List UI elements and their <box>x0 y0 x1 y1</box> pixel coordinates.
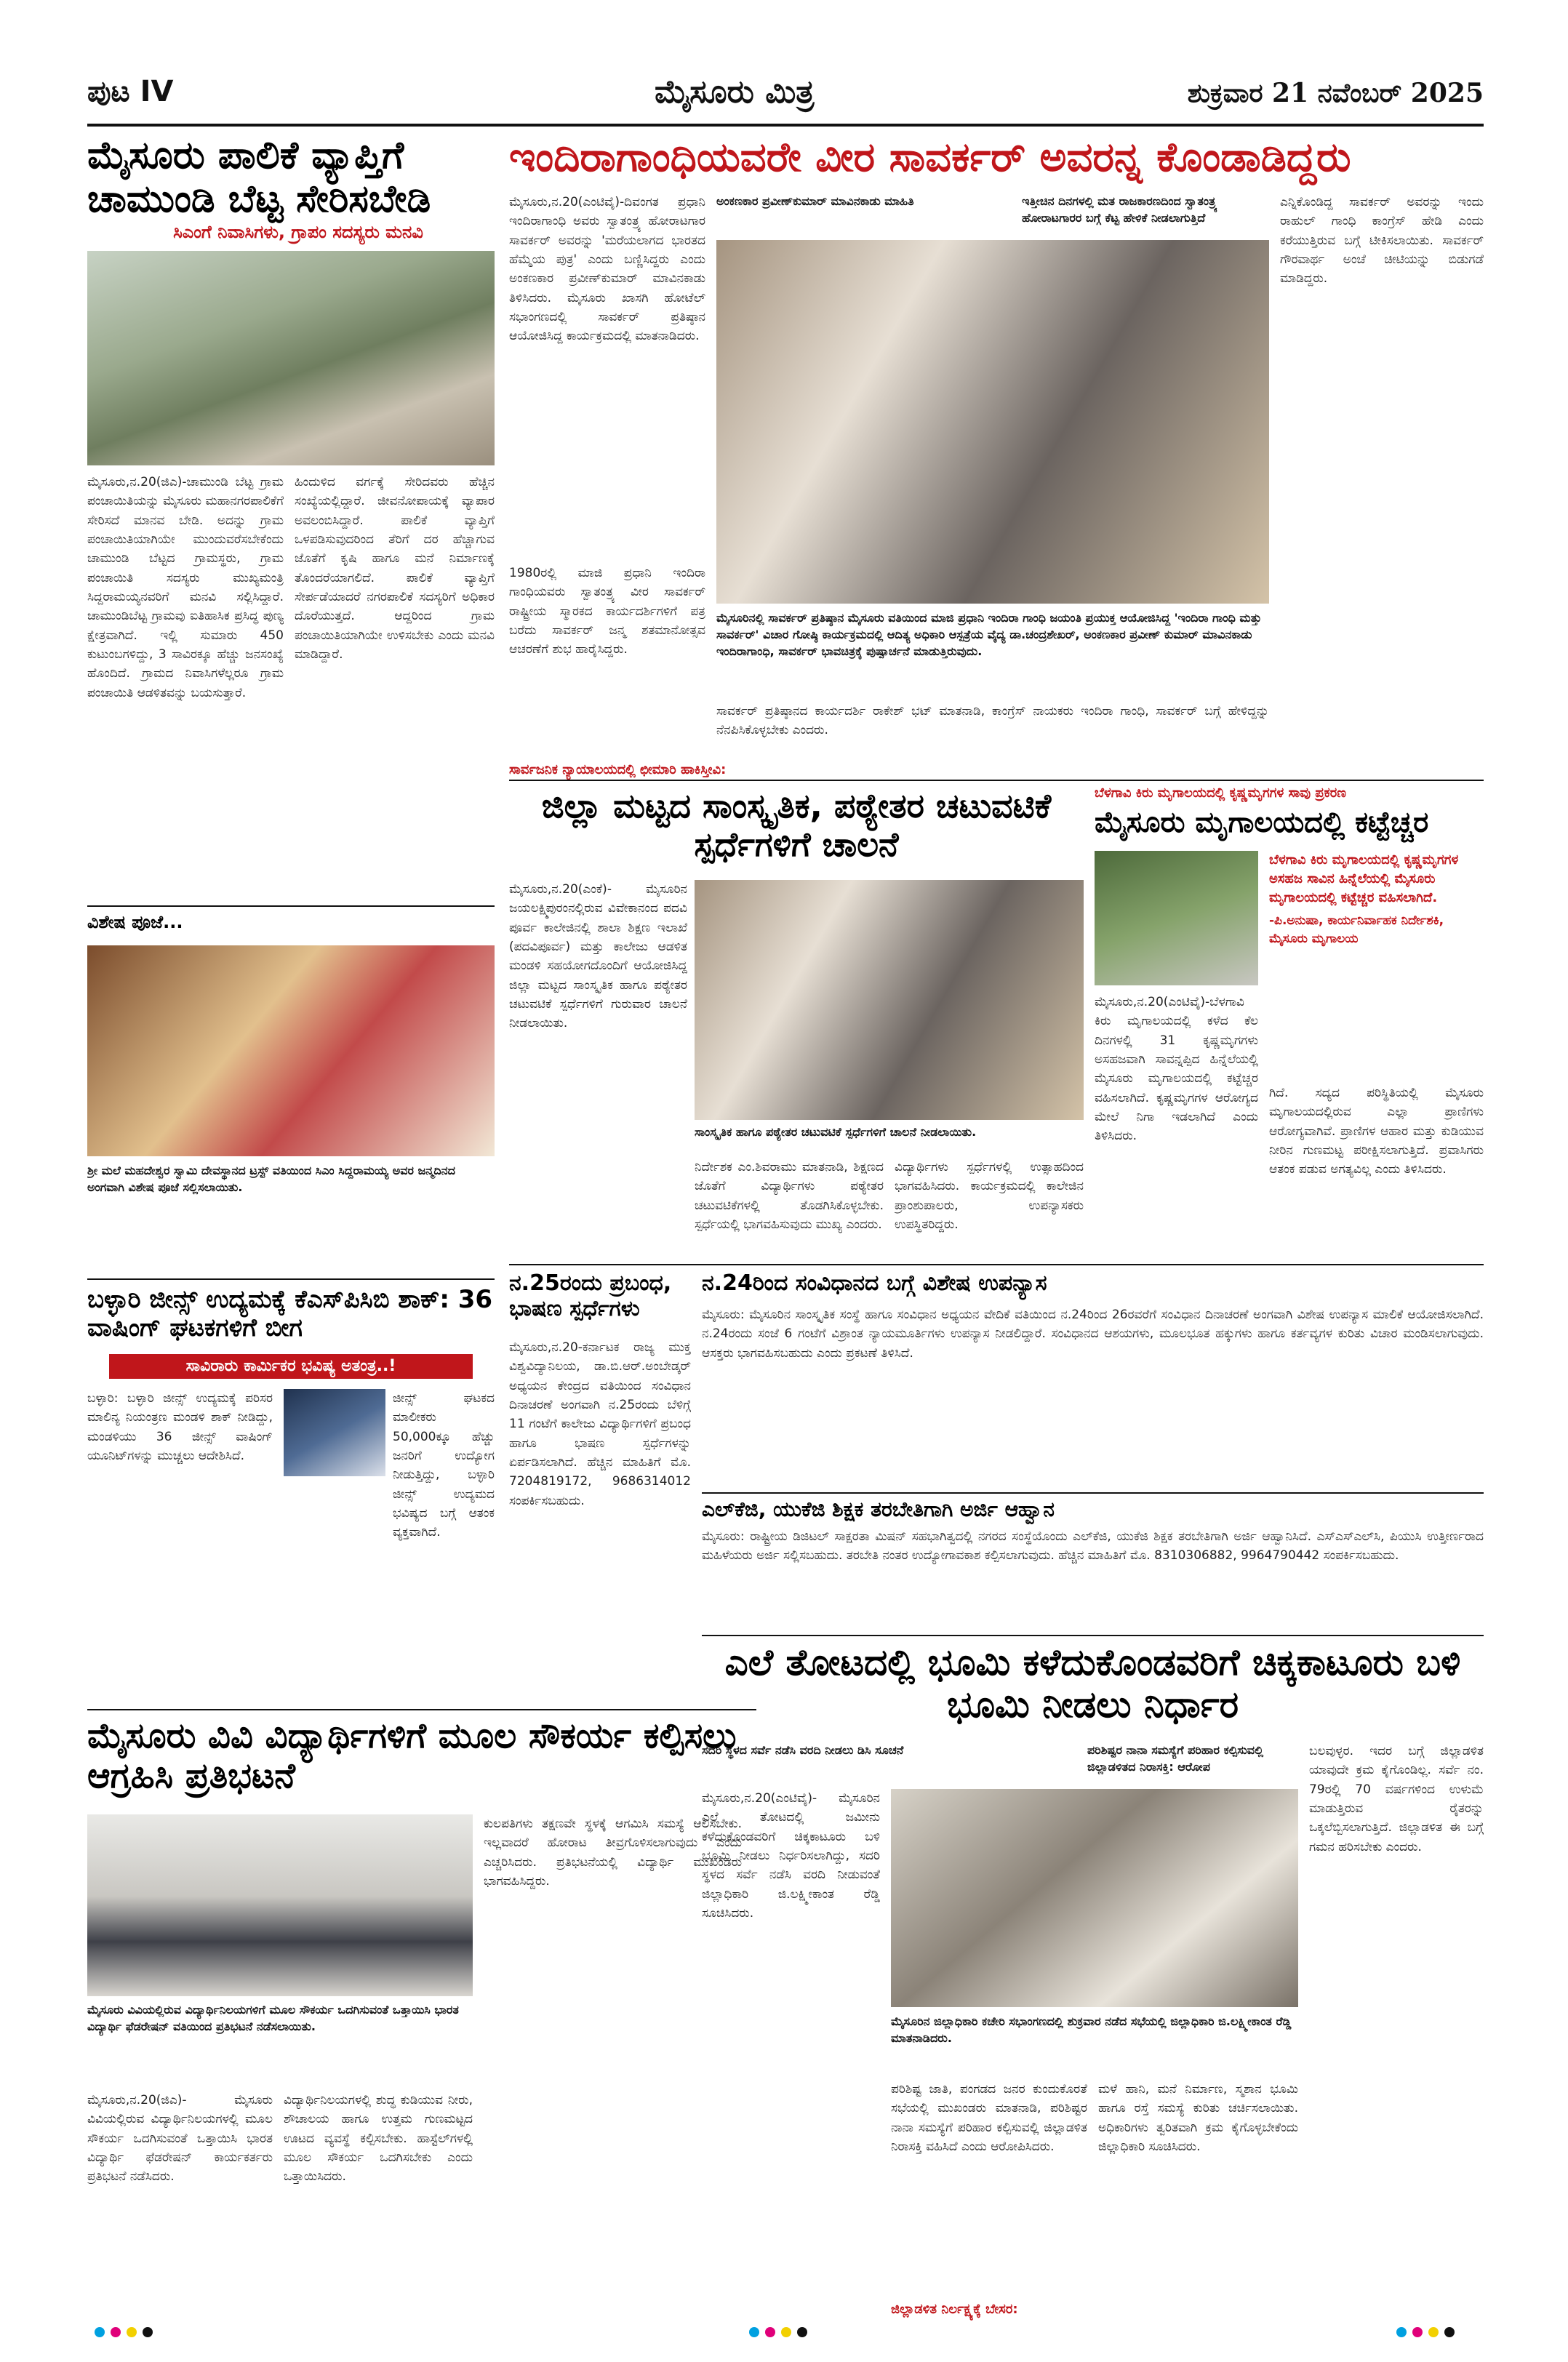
land-bullet2: ಪರಿಶಿಷ್ಟರ ನಾನಾ ಸಮಸ್ಯೆಗೆ ಪರಿಹಾರ ಕಲ್ಪಿಸುವಲ್ಲಿ ಜಿಲ್ಲಾಡಳಿತದ ನಿರಾಸಕ್ತಿ: ಆರೋಪ <box>1087 1743 1264 1774</box>
land-col3: ಮಳೆ ಹಾನಿ, ಮನೆ ನಿರ್ಮಾಣ, ಸ್ಮಶಾನ ಭೂಮಿ ಹಾಗೂ ರಸ್ತೆ ಸಮಸ್ಯೆ ಕುರಿತು ಚರ್ಚಿಸಲಾಯಿತು. ಅಧಿಕಾರಿಗಳು ತ್ವರಿತವಾಗಿ ಕ್ರಮ ಕೈಗೊಳ್ಳಬೇಕೆಂದು ಜಿಲ್ಲಾಧಿಕಾರಿ ಸೂಚಿಸಿದರು. <box>1098 2082 1298 2155</box>
land-col4: ಬಲವುಳ್ಳರ. ಇದರ ಬಗ್ಗೆ ಜಿಲ್ಲಾಡಳಿತ ಯಾವುದೇ ಕ್ರಮ ಕೈಗೊಂಡಿಲ್ಲ. ಸರ್ವೆ ನಂ. 79ರಲ್ಲಿ 70 ವರ್ಷಗಳಿಂದ ಉಳುಮೆ ಮಾಡುತ್ತಿರುವ ರೈತರನ್ನು ಒಕ್ಕಲೆಬ್ಬಿಸಲಾಗುತ್ತಿದೆ. ಜಿಲ್ಲಾಡಳಿತ ಈ ಬಗ್ಗೆ ಗಮನ ಹರಿಸಬೇಕು ಎಂದರು. <box>1309 1744 1484 1854</box>
zoo-kicker: ಬೆಳಗಾವಿ ಕಿರು ಮೃಗಾಲಯದಲ್ಲಿ ಕೃಷ್ಣಮೃಗಗಳ ಸಾವು ಪ್ರಕರಣ <box>1095 785 1347 801</box>
land-col1: ಮೈಸೂರು,ನ.20(ಎಂಟಿವೈ)- ಮೈಸೂರಿನ ಎಲೆ ತೋಟದಲ್ಲಿ ಜಮೀನು ಕಳೆದುಕೊಂಡವರಿಗೆ ಚಿಕ್ಕಕಾಟೂರು ಬಳಿ ಭೂಮಿ ನೀಡಲು ನಿರ್ಧರಿಸಲಾಗಿದ್ದು, ಸದರಿ ಸ್ಥಳದ ಸರ್ವೆ ನಡೆಸಿ ವರದಿ ನೀಡುವಂತೆ ಜಿಲ್ಲಾಧಿಕಾರಿ ಜಿ.ಲಕ್ಷ್ಮೀಕಾಂತ ರೆಡ್ಡಿ ಸೂಚಿಸಿದರು. <box>702 1791 880 1921</box>
divider <box>702 1635 1484 1636</box>
indira-photo <box>716 240 1269 604</box>
indira-bullet1: ಅಂಕಣಕಾರ ಪ್ರವೀಣ್‌ಕುಮಾರ್ ಮಾವಿನಕಾಡು ಮಾಹಿತಿ <box>716 194 914 208</box>
land-col2: ಪರಿಶಿಷ್ಟ ಜಾತಿ, ಪಂಗಡದ ಜನರ ಕುಂದುಕೊರತೆ ಸಭೆಯಲ್ಲಿ ಮುಖಂಡರು ಮಾತನಾಡಿ, ಪರಿಶಿಷ್ಟರ ನಾನಾ ಸಮಸ್ಯೆಗೆ ಪರಿಹಾರ ಕಲ್ಪಿಸುವಲ್ಲಿ ಜಿಲ್ಲಾಡಳಿತ ನಿರಾಸಕ್ತಿ ವಹಿಸಿದೆ ಎಂದು ಆರೋಪಿಸಿದರು. <box>891 2082 1087 2155</box>
page-header <box>87 69 1484 127</box>
zoo-quote-by: -ಪಿ.ಅನುಷಾ, ಕಾರ್ಯನಿರ್ವಾಹಕ ನಿರ್ದೇಶಕಿ, ಮೈಸೂರು ಮೃಗಾಲಯ <box>1269 913 1444 946</box>
cultural-caption: ಸಾಂಸ್ಕೃತಿಕ ಹಾಗೂ ಪಠ್ಯೇತರ ಚಟುವಟಿಕೆ ಸ್ಪರ್ಧೆಗಳಿಗೆ ಚಾಲನೆ ನೀಡಲಾಯಿತು. <box>695 1125 977 1139</box>
zoo-col1: ಮೈಸೂರು,ನ.20(ಎಂಟಿವೈ)-ಬೆಳಗಾವಿ ಕಿರು ಮೃಗಾಲಯದಲ್ಲಿ ಕಳೆದ ಕೆಲ ದಿನಗಳಲ್ಲಿ 31 ಕೃಷ್ಣಮೃಗಗಳು ಅಸಹಜವಾಗಿ ಸಾವನ್ನಪ್ಪಿದ ಹಿನ್ನೆಲೆಯಲ್ಲಿ ಮೈಸೂರು ಮೃಗಾಲಯದಲ್ಲಿ ಕಟ್ಟೆಚ್ಚರ ವಹಿಸಲಾಗಿದೆ. ಕೃಷ್ಣಮೃಗಗಳ ಆರೋಗ್ಯದ ಮೇಲೆ ನಿಗಾ ಇಡಲಾಗಿದೆ ಎಂದು ತಿಳಿಸಿದರು. <box>1095 995 1258 1144</box>
indira-col3: ಸಾವರ್ಕರ್ ಪ್ರತಿಷ್ಠಾನದ ಕಾರ್ಯದರ್ಶಿ ರಾಕೇಶ್ ಭಟ್ ಮಾತನಾಡಿ, ಕಾಂಗ್ರೆಸ್ ನಾಯಕರು ಇಂದಿರಾ ಗಾಂಧಿ, ಸಾವರ್ಕರ್ ಬಗ್ಗೆ ಹೇಳಿದ್ದನ್ನು ನೆನಪಿಸಿಕೊಳ್ಳಬೇಕು ಎಂದರು. <box>716 704 1269 738</box>
divider <box>702 1492 1484 1494</box>
cultural-col2: ನಿರ್ದೇಶಕ ಎಂ.ಶಿವರಾಮು ಮಾತನಾಡಿ, ಶಿಕ್ಷಣದ ಜೊತೆಗೆ ವಿದ್ಯಾರ್ಥಿಗಳು ಪಠ್ಯೇತರ ಚಟುವಟಿಕೆಗಳಲ್ಲಿ ತೊಡಗಿಸಿಕೊಳ್ಳಬೇಕು. ಸ್ಪರ್ಧೆಯಲ್ಲಿ ಭಾಗವಹಿಸುವುದು ಮುಖ್ಯ ಎಂದರು. <box>695 1160 884 1233</box>
cultural-col3: ವಿದ್ಯಾರ್ಥಿಗಳು ಸ್ಪರ್ಧೆಗಳಲ್ಲಿ ಉತ್ಸಾಹದಿಂದ ಭಾಗವಹಿಸಿದರು. ಕಾರ್ಯಕ್ರಮದಲ್ಲಿ ಕಾಲೇಜಿನ ಪ್ರಾಂಶುಪಾಲರು, ಉಪನ್ಯಾಸಕರು ಉಪಸ್ಥಿತರಿದ್ದರು. <box>895 1160 1084 1233</box>
registration-marks-center <box>749 2327 807 2337</box>
divider <box>87 1278 495 1280</box>
lkg-body: ಮೈಸೂರು: ರಾಷ್ಟ್ರೀಯ ಡಿಜಿಟಲ್ ಸಾಕ್ಷರತಾ ಮಿಷನ್ ಸಹಭಾಗಿತ್ವದಲ್ಲಿ ನಗರದ ಸಂಸ್ಥೆಯೊಂದು ಎಲ್‌ಕೆಜಿ, ಯುಕೆಜಿ ಶಿಕ್ಷಕ ತರಬೇತಿಗಾಗಿ ಅರ್ಜಿ ಆಹ್ವಾನಿಸಿದೆ. ಎಸ್ಎಸ್ಎಲ್‌ಸಿ, ಪಿಯುಸಿ ಉತ್ತೀರ್ಣರಾದ ಮಹಿಳೆಯರು ಅರ್ಜಿ ಸಲ್ಲಿಸಬಹುದು. ತರಬೇತಿ ನಂತರ ಉದ್ಯೋಗಾವಕಾಶ ಕಲ್ಪಿಸಲಾಗುವುದು. ಹೆಚ್ಚಿನ ಮಾಹಿತಿಗೆ ಮೊ. 8310306882, 9964790442 ಸಂಪರ್ಕಿಸಬಹುದು. <box>702 1529 1484 1564</box>
zoo-quote: ಬೆಳಗಾವಿ ಕಿರು ಮೃಗಾಲಯದಲ್ಲಿ ಕೃಷ್ಣಮೃಗಗಳ ಅಸಹಜ ಸಾವಿನ ಹಿನ್ನೆಲೆಯಲ್ಲಿ ಮೈಸೂರು ಮೃಗಾಲಯದಲ್ಲಿ ಕಟ್ಟೆಚ್ಚರ ವಹಿಸಲಾಗಿದೆ. <box>1269 852 1459 906</box>
indira-headline[interactable]: ಇಂದಿರಾಗಾಂಧಿಯವರೇ ವೀರ ಸಾವರ್ಕರ್ ಅವರನ್ನ ಕೊಂಡಾಡಿದ್ದರು <box>509 134 1351 181</box>
story1-headline[interactable]: ಮೈಸೂರು ಪಾಲಿಕೆ ವ್ಯಾಪ್ತಿಗೆ ಚಾಮುಂಡಿ ಬೆಟ್ಟ ಸೇರಿಸಬೇಡಿ <box>87 134 431 221</box>
upanyasa-headline[interactable]: ನ.24ರಿಂದ ಸಂವಿಧಾನದ ಬಗ್ಗೆ ವಿಶೇಷ ಉಪನ್ಯಾಸ <box>702 1270 1047 1296</box>
jeans-col2: ಜೀನ್ಸ್ ಘಟಕದ ಮಾಲೀಕರು 50,000ಕ್ಕೂ ಹೆಚ್ಚು ಜನರಿಗೆ ಉದ್ಯೋಗ ನೀಡುತ್ತಿದ್ದು, ಬಳ್ಳಾರಿ ಜೀನ್ಸ್ ಉದ್ಯಮದ ಭವಿಷ್ಯದ ಬಗ್ಗೆ ಆತಂಕ ವ್ಯಕ್ತವಾಗಿದೆ. <box>393 1391 495 1540</box>
indira-col2: 1980ರಲ್ಲಿ ಮಾಜಿ ಪ್ರಧಾನಿ ಇಂದಿರಾ ಗಾಂಧಿಯವರು ಸ್ವಾತಂತ್ರ್ಯ ವೀರ ಸಾವರ್ಕರ್ ರಾಷ್ಟ್ರೀಯ ಸ್ಮಾರಕದ ಕಾರ್ಯದರ್ಶಿಗಳಿಗೆ ಪತ್ರ ಬರೆದು ಸಾವರ್ಕರ್ ಜನ್ಮ ಶತಮಾನೋತ್ಸವ ಆಚರಣೆಗೆ ಶುಭ ಹಾರೈಸಿದ್ದರು. <box>509 566 705 657</box>
indira-col1: ಮೈಸೂರು,ನ.20(ಎಂಟಿವೈ)-ದಿವಂಗತ ಪ್ರಧಾನಿ ಇಂದಿರಾಗಾಂಧಿ ಅವರು ಸ್ವಾತಂತ್ರ್ಯ ಹೋರಾಟಗಾರ ಸಾವರ್ಕರ್ ಅವರನ್ನು 'ಮರೆಯಲಾಗದ ಭಾರತದ ಹೆಮ್ಮೆಯ ಪುತ್ರ' ಎಂದು ಬಣ್ಣಿಸಿದ್ದರು ಎಂದು ಅಂಕಣಕಾರ ಪ್ರವೀಣ್‌ಕುಮಾರ್ ಮಾವಿನಕಾಡು ತಿಳಿಸಿದರು. ಮೈಸೂರು ಖಾಸಗಿ ಹೋಟೆಲ್ ಸಭಾಂಗಣದಲ್ಲಿ ಸಾವರ್ಕರ್ ಪ್ರತಿಷ್ಠಾನ ಆಯೋಜಿಸಿದ್ದ ಕಾರ್ಯಕ್ರಮದಲ್ಲಿ ಮಾತನಾಡಿದರು. <box>509 195 705 344</box>
divider <box>87 905 495 907</box>
uni-col3-top: ಕುಲಪತಿಗಳು ತಕ್ಷಣವೇ ಸ್ಥಳಕ್ಕೆ ಆಗಮಿಸಿ ಸಮಸ್ಯೆ ಆಲಿಸಬೇಕು. ಇಲ್ಲವಾದರೆ ಹೋರಾಟ ತೀವ್ರಗೊಳಿಸಲಾಗುವುದು ಎಂದು ಎಚ್ಚರಿಸಿದರು. ಪ್ರತಿಭಟನೆಯಲ್ಲಿ ವಿದ್ಯಾರ್ಥಿ ಮುಖಂಡರು ಭಾಗವಹಿಸಿದ್ದರು. <box>484 1817 742 1889</box>
special-photo <box>87 945 495 1156</box>
jeans-photo <box>284 1389 385 1476</box>
zoo-headline[interactable]: ಮೈಸೂರು ಮೃಗಾಲಯದಲ್ಲಿ ಕಟ್ಟೆಚ್ಚರ <box>1095 806 1429 839</box>
land-bullet1: ಸದರಿ ಸ್ಥಳದ ಸರ್ವೆ ನಡೆಸಿ ವರದಿ ನೀಡಲು ಡಿಸಿ ಸೂಚನೆ <box>702 1743 904 1757</box>
indira-caption: ಮೈಸೂರಿನಲ್ಲಿ ಸಾವರ್ಕರ್ ಪ್ರತಿಷ್ಠಾನ ಮೈಸೂರು ವತಿಯಿಂದ ಮಾಜಿ ಪ್ರಧಾನಿ ಇಂದಿರಾ ಗಾಂಧಿ ಜಯಂತಿ ಪ್ರಯುಕ್ತ ಆಯೋಜಿಸಿದ್ದ 'ಇಂದಿರಾ ಗಾಂಧಿ ಮತ್ತು ಸಾವರ್ಕರ್' ವಿಚಾರ ಗೋಷ್ಠಿ ಕಾರ್ಯಕ್ರಮದಲ್ಲಿ ಆದಿತ್ಯ ಅಧಿಕಾರಿ ಆಸ್ಪತ್ರೆಯ ವೈದ್ಯ ಡಾ.ಚಂದ್ರಶೇಖರ್, ಅಂಕಣಕಾರ ಪ್ರವೀಣ್ ಕುಮಾರ್ ಮಾವಿನಕಾಡು ಇಂದಿರಾಗಾಂಧಿ, ಸಾವರ್ಕರ್ ಭಾವಚಿತ್ರಕ್ಕೆ ಪುಷ್ಪಾರ್ಚನೆ ಮಾಡುತ್ತಿರುವುದು. <box>716 611 1262 659</box>
jeans-col1: ಬಳ್ಳಾರಿ: ಬಳ್ಳಾರಿ ಜೀನ್ಸ್ ಉದ್ಯಮಕ್ಕೆ ಪರಿಸರ ಮಾಲಿನ್ಯ ನಿಯಂತ್ರಣ ಮಂಡಳಿ ಶಾಕ್ ನೀಡಿದ್ದು, ಮಂಡಳಿಯು 36 ಜೀನ್ಸ್ ವಾಷಿಂಗ್ ಯೂನಿಟ್‌ಗಳನ್ನು ಮುಚ್ಚಲು ಆದೇಶಿಸಿದೆ. <box>87 1391 273 1464</box>
bhashana-body: ಮೈಸೂರು,ನ.20-ಕರ್ನಾಟಕ ರಾಜ್ಯ ಮುಕ್ತ ವಿಶ್ವವಿದ್ಯಾನಿಲಯ, ಡಾ.ಬಿ.ಆರ್.ಅಂಬೇಡ್ಕರ್ ಅಧ್ಯಯನ ಕೇಂದ್ರದ ವತಿಯಿಂದ ಸಂವಿಧಾನ ದಿನಾಚರಣೆ ಅಂಗವಾಗಿ ನ.25ರಂದು ಬೆಳಿಗ್ಗೆ 11 ಗಂಟೆಗೆ ಕಾಲೇಜು ವಿದ್ಯಾರ್ಥಿಗಳಿಗೆ ಪ್ರಬಂಧ ಹಾಗೂ ಭಾಷಣ ಸ್ಪರ್ಧೆಗಳನ್ನು ಏರ್ಪಡಿಸಲಾಗಿದೆ. ಹೆಚ್ಚಿನ ಮಾಹಿತಿಗೆ ಮೊ. 7204819172, 9686314012 ಸಂಪರ್ಕಿಸಬಹುದು. <box>509 1340 691 1508</box>
uni-col2: ವಿದ್ಯಾರ್ಥಿನಿಲಯಗಳಲ್ಲಿ ಶುದ್ಧ ಕುಡಿಯುವ ನೀರು, ಶೌಚಾಲಯ ಹಾಗೂ ಉತ್ತಮ ಗುಣಮಟ್ಟದ ಊಟದ ವ್ಯವಸ್ಥೆ ಕಲ್ಪಿಸಬೇಕು. ಹಾಸ್ಟೆಲ್‌ಗಳಲ್ಲಿ ಮೂಲ ಸೌಕರ್ಯ ಒದಗಿಸಬೇಕು ಎಂದು ಒತ್ತಾಯಿಸಿದರು. <box>284 2093 473 2185</box>
masthead: ಮೈಸೂರು ಮಿತ್ರ <box>655 73 815 111</box>
story1-subhead: ಸಿಎಂಗೆ ನಿವಾಸಿಗಳು, ಗ್ರಾಪಂ ಸದಸ್ಯರು ಮನವಿ <box>173 222 423 242</box>
land-section-label: ಜಿಲ್ಲಾಡಳಿತ ನಿರ್ಲಕ್ಷ್ಯಕ್ಕೆ ಬೇಸರ: <box>891 2302 1018 2317</box>
jeans-strap: ಸಾವಿರಾರು ಕಾರ್ಮಿಕರ ಭವಿಷ್ಯ ಅತಂತ್ರ..! <box>109 1354 473 1379</box>
bhashana-headline[interactable]: ನ.25ರಂದು ಪ್ರಬಂಧ, ಭಾಷಣ ಸ್ಪರ್ಧೆಗಳು <box>509 1270 672 1321</box>
story1-col2: ಹಿಂದುಳಿದ ವರ್ಗಕ್ಕೆ ಸೇರಿದವರು ಹೆಚ್ಚಿನ ಸಂಖ್ಯೆಯಲ್ಲಿದ್ದಾರೆ. ಜೀವನೋಪಾಯಕ್ಕೆ ವ್ಯಾಪಾರ ಅವಲಂಬಿಸಿದ್ದಾರೆ. ಪಾಲಿಕೆ ವ್ಯಾಪ್ತಿಗೆ ಒಳಪಡಿಸುವುದರಿಂದ ತೆರಿಗೆ ದರ ಹೆಚ್ಚಾಗುವ ಜೊತೆಗೆ ಕೃಷಿ ಹಾಗೂ ಮನೆ ನಿರ್ಮಾಣಕ್ಕೆ ತೊಂದರೆಯಾಗಲಿದೆ. ಪಾಲಿಕೆ ವ್ಯಾಪ್ತಿಗೆ ಸೇರ್ಪಡೆಯಾದರೆ ನಗರಪಾಲಿಕೆ ಸದಸ್ಯರಿಗೆ ಅಧಿಕಾರ ದೊರೆಯುತ್ತದೆ. ಆದ್ದರಿಂದ ಗ್ರಾಮ ಪಂಚಾಯಿತಿಯಾಗಿಯೇ ಉಳಿಸಬೇಕು ಎಂದು ಮನವಿ ಮಾಡಿದ್ದಾರೆ. <box>295 475 495 662</box>
indira-col4: ಎನ್ನಿಕೊಂಡಿದ್ದ ಸಾವರ್ಕರ್ ಅವರನ್ನು ಇಂದು ರಾಹುಲ್ ಗಾಂಧಿ ಕಾಂಗ್ರೆಸ್ ಹೇಡಿ ಎಂದು ಕರೆಯುತ್ತಿರುವ ಬಗ್ಗೆ ಟೀಕಿಸಲಾಯಿತು. ಸಾವರ್ಕರ್ ಗೌರವಾರ್ಥ ಅಂಚೆ ಚೀಟಿಯನ್ನು ಬಿಡುಗಡೆ ಮಾಡಿದ್ದರು. <box>1280 195 1484 287</box>
registration-marks-left <box>95 2327 153 2337</box>
indira-section-label: ಸಾರ್ವಜನಿಕ ನ್ಯಾಯಾಲಯದಲ್ಲಿ ಛೀಮಾರಿ ಹಾಕಿಸ್ತೀವಿ: <box>509 762 727 777</box>
divider <box>509 780 1484 781</box>
zoo-quote-box <box>1269 851 1484 1076</box>
land-headline[interactable]: ಎಲೆ ತೋಟದಲ್ಲಿ ಭೂಮಿ ಕಳೆದುಕೊಂಡವರಿಗೆ ಚಿಕ್ಕಕಾಟೂರು ಬಳಿ ಭೂಮಿ ನೀಡಲು ನಿರ್ಧಾರ <box>724 1641 1461 1726</box>
indira-bullet2: ಇತ್ತೀಚಿನ ದಿನಗಳಲ್ಲಿ ಮತ ರಾಜಕಾರಣದಿಂದ ಸ್ವಾತಂತ್ರ್ಯ ಹೋರಾಟಗಾರರ ಬಗ್ಗೆ ಕೆಟ್ಟ ಹೇಳಿಕೆ ನೀಡಲಾಗುತ್ತಿದೆ <box>1022 194 1217 225</box>
zoo-col2: ಗಿದೆ. ಸದ್ಯದ ಪರಿಸ್ಥಿತಿಯಲ್ಲಿ ಮೈಸೂರು ಮೃಗಾಲಯದಲ್ಲಿರುವ ಎಲ್ಲಾ ಪ್ರಾಣಿಗಳು ಆರೋಗ್ಯವಾಗಿವೆ. ಪ್ರಾಣಿಗಳ ಆಹಾರ ಮತ್ತು ಕುಡಿಯುವ ನೀರಿನ ಗುಣಮಟ್ಟ ಪರೀಕ್ಷಿಸಲಾಗುತ್ತಿದೆ. ಪ್ರವಾಸಿಗರು ಆತಂಕ ಪಡುವ ಅಗತ್ಯವಿಲ್ಲ ಎಂದು ತಿಳಿಸಿದರು. <box>1269 1086 1484 1177</box>
upanyasa-body: ಮೈಸೂರು: ಮೈಸೂರಿನ ಸಾಂಸ್ಕೃತಿಕ ಸಂಸ್ಥೆ ಹಾಗೂ ಸಂವಿಧಾನ ಅಧ್ಯಯನ ವೇದಿಕೆ ವತಿಯಿಂದ ನ.24ರಿಂದ 26ರವರೆಗೆ ಸಂವಿಧಾನ ದಿನಾಚರಣೆ ಅಂಗವಾಗಿ ವಿಶೇಷ ಉಪನ್ಯಾಸ ಮಾಲಿಕೆ ಆಯೋಜಿಸಲಾಗಿದೆ. ನ.24ರಂದು ಸಂಜೆ 6 ಗಂಟೆಗೆ ವಿಶ್ರಾಂತ ನ್ಯಾಯಮೂರ್ತಿಗಳು ಉಪನ್ಯಾಸ ನೀಡಲಿದ್ದಾರೆ. ಸಂವಿಧಾನದ ಆಶಯಗಳು, ಮೂಲಭೂತ ಹಕ್ಕುಗಳು ಹಾಗೂ ಕರ್ತವ್ಯಗಳ ಕುರಿತು ವಿಚಾರ ಮಂಡಿಸಲಾಗುವುದು. ಆಸಕ್ತರು ಭಾಗವಹಿಸಬಹುದು ಎಂದು ಪ್ರಕಟಣೆ ತಿಳಿಸಿದೆ. <box>702 1308 1484 1361</box>
special-caption: ಶ್ರೀ ಮಲೆ ಮಹದೇಶ್ವರ ಸ್ವಾಮಿ ದೇವಸ್ಥಾನದ ಟ್ರಸ್ಟ್ ವತಿಯಿಂದ ಸಿಎಂ ಸಿದ್ದರಾಮಯ್ಯ ಅವರ ಜನ್ಮದಿನದ ಅಂಗವಾಗಿ ವಿಶೇಷ ಪೂಜೆ ಸಲ್ಲಿಸಲಾಯಿತು. <box>87 1164 455 1195</box>
uni-caption: ಮೈಸೂರು ವಿವಿಯಲ್ಲಿರುವ ವಿದ್ಯಾರ್ಥಿನಿಲಯಗಳಿಗೆ ಮೂಲ ಸೌಕರ್ಯ ಒದಗಿಸುವಂತೆ ಒತ್ತಾಯಿಸಿ ಭಾರತ ವಿದ್ಯಾರ್ಥಿ ಫೆಡರೇಷನ್ ವತಿಯಿಂದ ಪ್ರತಿಭಟನೆ ನಡೆಸಲಾಯಿತು. <box>87 2003 459 2034</box>
registration-marks-right <box>1396 2327 1455 2337</box>
issue-date: ಶುಕ್ರವಾರ 21 ನವೆಂಬರ್ 2025 <box>1187 78 1484 108</box>
jeans-headline[interactable]: ಬಳ್ಳಾರಿ ಜೀನ್ಸ್ ಉದ್ಯಮಕ್ಕೆ ಕೆಎಸ್‌ಪಿಸಿಬಿ ಶಾಕ್: 36 ವಾಷಿಂಗ್ ಘಟಕಗಳಿಗೆ ಬೀಗ <box>87 1285 493 1343</box>
cultural-col1: ಮೈಸೂರು,ನ.20(ಎಂಕೆ)- ಮೈಸೂರಿನ ಜಯಲಕ್ಷ್ಮಿಪುರಂನಲ್ಲಿರುವ ವಿವೇಕಾನಂದ ಪದವಿ ಪೂರ್ವ ಕಾಲೇಜಿನಲ್ಲಿ ಶಾಲಾ ಶಿಕ್ಷಣ ಇಲಾಖೆ (ಪದವಿಪೂರ್ವ) ಮತ್ತು ಕಾಲೇಜು ಆಡಳಿತ ಮಂಡಳಿ ಸಹಯೋಗದೊಂದಿಗೆ ಆಯೋಜಿಸಿದ್ದ ಜಿಲ್ಲಾ ಮಟ್ಟದ ಸಾಂಸ್ಕೃತಿಕ ಹಾಗೂ ಪಠ್ಯೇತರ ಚಟುವಟಿಕೆ ಸ್ಪರ್ಧೆಗಳಿಗೆ ಗುರುವಾರ ಚಾಲನೆ ನೀಡಲಾಯಿತು. <box>509 882 687 1031</box>
divider <box>509 1264 1484 1265</box>
story1-photo <box>87 251 495 465</box>
special-label: ವಿಶೇಷ ಪೂಜೆ... <box>87 912 183 932</box>
cultural-headline[interactable]: ಜಿಲ್ಲಾ ಮಟ್ಟದ ಸಾಂಸ್ಕೃತಿಕ, ಪಠ್ಯೇತರ ಚಟುವಟಿಕೆ ಸ್ಪರ್ಧೆಗಳಿಗೆ ಚಾಲನೆ <box>541 786 1052 864</box>
story1-col1: ಮೈಸೂರು,ನ.20(ಜಿಎ)-ಚಾಮುಂಡಿ ಬೆಟ್ಟ ಗ್ರಾಮ ಪಂಚಾಯಿತಿಯನ್ನು ಮೈಸೂರು ಮಹಾನಗರಪಾಲಿಕೆಗೆ ಸೇರಿಸದೆ ಮಾನವ ಬೇಡಿ. ಅದನ್ನು ಗ್ರಾಮ ಪಂಚಾಯಿತಿಯಾಗಿಯೇ ಮುಂದುವರೆಸಬೇಕೆಂದು ಚಾಮುಂಡಿ ಬೆಟ್ಟದ ಗ್ರಾಮಸ್ಥರು, ಗ್ರಾಮ ಪಂಚಾಯಿತಿ ಸದಸ್ಯರು ಮುಖ್ಯಮಂತ್ರಿ ಸಿದ್ದರಾಮಯ್ಯನವರಿಗೆ ಮನವಿ ಸಲ್ಲಿಸಿದ್ದಾರೆ. ಚಾಮುಂಡಿಬೆಟ್ಟ ಗ್ರಾಮವು ಐತಿಹಾಸಿಕ ಪ್ರಸಿದ್ಧ ಪುಣ್ಯ ಕ್ಷೇತ್ರವಾಗಿದೆ. ಇಲ್ಲಿ ಸುಮಾರು 450 ಕುಟುಂಬಗಳಿದ್ದು, 3 ಸಾವಿರಕ್ಕೂ ಹೆಚ್ಚು ಜನಸಂಖ್ಯೆ ಹೊಂದಿದೆ. ಗ್ರಾಮದ ನಿವಾಸಿಗಳೆಲ್ಲರೂ ಗ್ರಾಮ ಪಂಚಾಯಿತಿ ಆಡಳಿತವನ್ನು ಬಯಸುತ್ತಾರೆ. <box>87 475 284 700</box>
lkg-headline[interactable]: ಎಲ್‌ಕೆಜಿ, ಯುಕೆಜಿ ಶಿಕ್ಷಕ ತರಬೇತಿಗಾಗಿ ಅರ್ಜಿ ಆಹ್ವಾನ <box>702 1497 1055 1521</box>
zoo-photo <box>1095 851 1258 985</box>
page-number: ಪುಟ IV <box>87 75 174 108</box>
divider <box>87 1709 756 1710</box>
land-photo <box>891 1789 1298 2007</box>
uni-col1: ಮೈಸೂರು,ನ.20(ಜಿಎ)- ಮೈಸೂರು ವಿವಿಯಲ್ಲಿರುವ ವಿದ್ಯಾರ್ಥಿನಿಲಯಗಳಲ್ಲಿ ಮೂಲ ಸೌಕರ್ಯ ಒದಗಿಸುವಂತೆ ಒತ್ತಾಯಿಸಿ ಭಾರತ ವಿದ್ಯಾರ್ಥಿ ಫೆಡರೇಷನ್ ಕಾರ್ಯಕರ್ತರು ಪ್ರತಿಭಟನೆ ನಡೆಸಿದರು. <box>87 2093 273 2185</box>
land-caption: ಮೈಸೂರಿನ ಜಿಲ್ಲಾಧಿಕಾರಿ ಕಚೇರಿ ಸಭಾಂಗಣದಲ್ಲಿ ಶುಕ್ರವಾರ ನಡೆದ ಸಭೆಯಲ್ಲಿ ಜಿಲ್ಲಾಧಿಕಾರಿ ಜಿ.ಲಕ್ಷ್ಮೀಕಾಂತ ರೆಡ್ಡಿ ಮಾತನಾಡಿದರು. <box>891 2014 1292 2046</box>
cultural-photo <box>695 880 1084 1120</box>
uni-photo <box>87 1814 473 1996</box>
uni-headline[interactable]: ಮೈಸೂರು ವಿವಿ ವಿದ್ಯಾರ್ಥಿಗಳಿಗೆ ಮೂಲ ಸೌಕರ್ಯ ಕಲ್ಪಿಸಲು ಆಗ್ರಹಿಸಿ ಪ್ರತಿಭಟನೆ <box>87 1716 737 1797</box>
